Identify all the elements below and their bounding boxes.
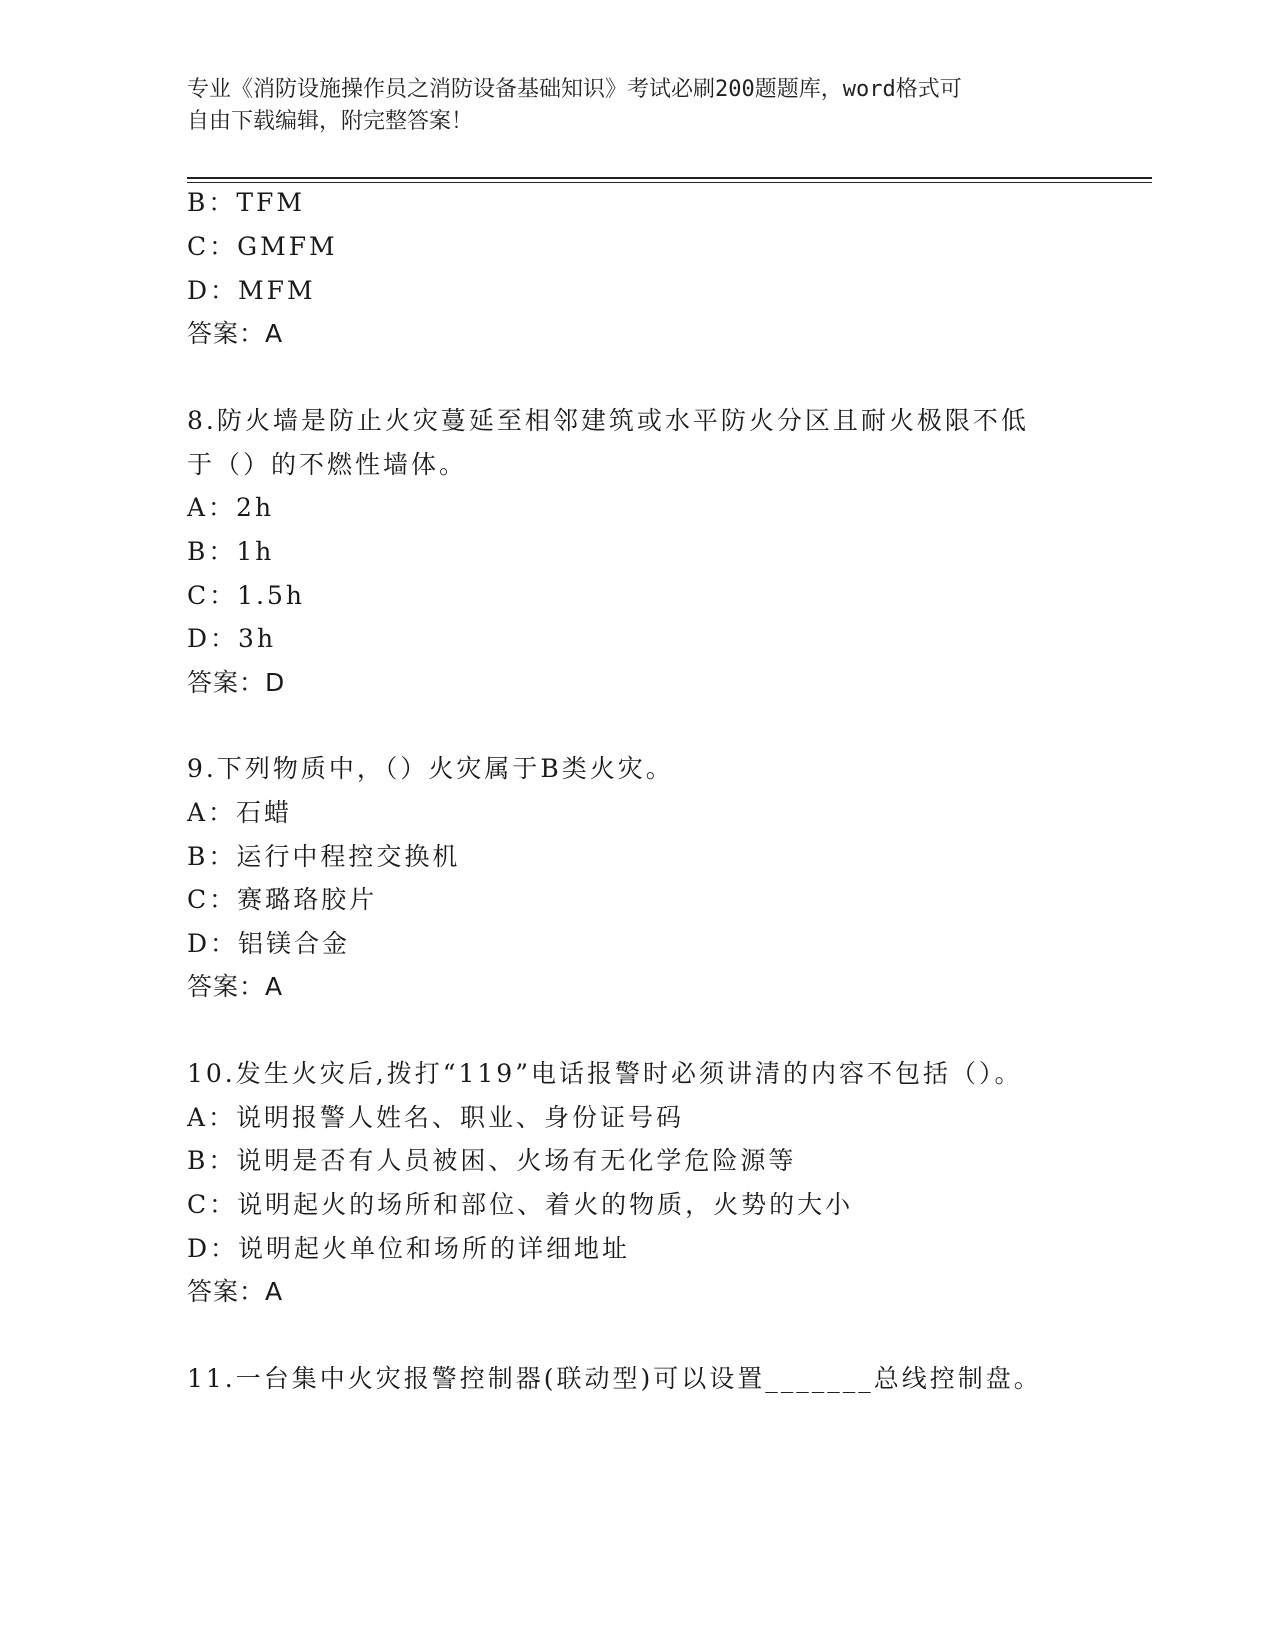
q10-stem: 10.发生火灾后,拨打“119”电话报警时必须讲清的内容不包括（）。 [187,1059,1023,1088]
q8-option-c: C：1.5h [187,581,305,610]
header-line-2: 自由下载编辑，附完整答案！ [187,109,474,134]
header-rule-thin [187,182,1152,183]
q9-option-c: C：赛璐珞胶片 [187,885,378,914]
q8-option-b: B：1h [187,537,275,566]
q7-option-b: B：TFM [187,188,305,217]
document-header [187,74,1087,138]
header-rule-thick [187,177,1152,179]
q11-stem: 11.一台集中火灾报警控制器(联动型)可以设置_______总线控制盘。 [187,1364,1042,1393]
q8-stem-line-1: 8.防火墙是防止火灾蔓延至相邻建筑或水平防火分区且耐火极限不低 [187,406,1029,435]
q7-answer: 答案：A [187,319,284,348]
q10-option-c: C：说明起火的场所和部位、着火的物质，火势的大小 [187,1190,854,1219]
q9-option-a: A：石蜡 [187,798,293,827]
q9-option-b: B：运行中程控交换机 [187,842,461,871]
q10-option-d: D：说明起火单位和场所的详细地址 [187,1234,631,1263]
q10-option-a: A：说明报警人姓名、职业、身份证号码 [187,1103,685,1132]
q8-option-d: D：3h [187,624,277,653]
q10-option-b: B：说明是否有人员被困、火场有无化学危险源等 [187,1146,797,1175]
q8-stem-line-2: 于（）的不燃性墙体。 [187,450,468,479]
q8-answer: 答案：D [187,668,286,697]
q8-option-a: A：2h [187,493,275,522]
header-line-1: 专业《消防设施操作员之消防设备基础知识》考试必刷200题题库，word格式可 [187,77,962,102]
q9-option-d: D：铝镁合金 [187,929,351,958]
q9-answer: 答案：A [187,972,284,1001]
q7-option-c: C：GMFM [187,232,338,261]
q7-option-d: D：MFM [187,276,316,305]
q9-stem: 9.下列物质中，（）火灾属于B类火灾。 [187,754,674,783]
q10-answer: 答案：A [187,1277,284,1306]
